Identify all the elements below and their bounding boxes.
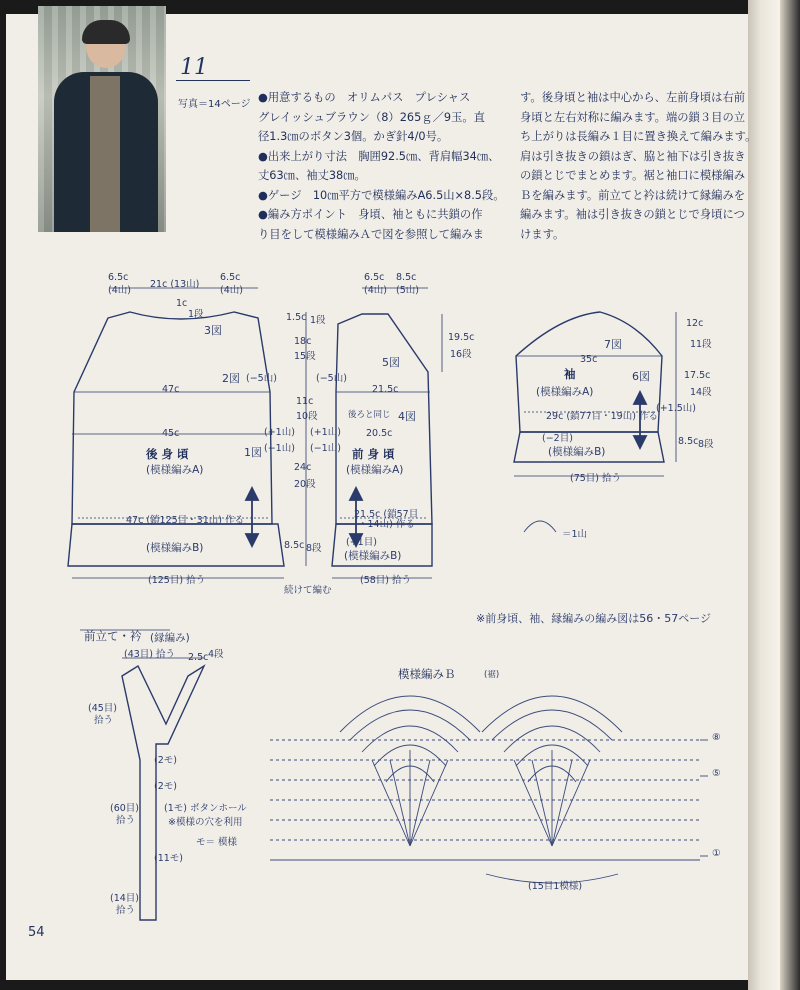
instructions-col2: す。後身頃と袖は中心から、左前身頃は右前 身頃と左右対称に編みます。端の鎖３目の立 ち上がりは長編み１目に置き換えて編みます。 肩は引き抜きの鎖はぎ、脇と袖下は引き抜き の鎖とじでまとめます。裾と袖口に模様編み Ｂを編みます。前立てと衿は続けて縁編みを 編みます。袖は引き抜きの鎖とじで身頃につ けます。	[520, 91, 757, 241]
back-pattern: (模様編みA)	[146, 464, 204, 476]
crochet-chart-b	[270, 521, 708, 883]
back-w45: 45c	[162, 428, 180, 439]
front-inc-hem: (+1目)	[346, 537, 377, 548]
back-title: 後 身 頃	[146, 447, 189, 461]
front-pattern: (模様編みA)	[346, 464, 404, 476]
front-top-left: 6.5c	[364, 272, 385, 283]
back-neck-rows: 1段	[188, 309, 204, 320]
band-top-pick: (43目) 拾う	[124, 649, 176, 660]
front-hem-note-1: 21.5c (鎖57目	[354, 509, 419, 520]
front-top-right: 8.5c	[396, 272, 417, 283]
front-w215: 21.5c	[372, 384, 399, 395]
dim-c: 11c	[296, 396, 314, 407]
front-inc1: (+1山)	[310, 427, 341, 438]
sleeve-r1: 12c	[686, 318, 704, 329]
dim-continue: 続けて編む	[284, 585, 332, 596]
front-dec1: (−1山)	[310, 443, 341, 454]
front-right-rows: 16段	[450, 349, 472, 360]
back-body-outline	[72, 312, 272, 524]
back-fig2: 2図	[222, 372, 240, 385]
band-p14: (14目)	[110, 893, 140, 904]
front-right-len: 19.5c	[448, 332, 475, 343]
back-fig3: 3図	[204, 324, 222, 337]
band-title-sub: (縁編み)	[150, 632, 190, 644]
back-pickup: (125目) 拾う	[148, 575, 206, 586]
dim-c-rows: 10段	[296, 411, 318, 422]
chart-b-title: 模様編みＢ	[398, 667, 456, 681]
band-p60b: 拾う	[116, 815, 136, 826]
dim-e-rows: 8段	[306, 543, 322, 554]
front-title: 前 身 頃	[352, 447, 395, 461]
sleeve-r2-rows: 14段	[690, 387, 712, 398]
sleeve-fig7: 7図	[604, 338, 622, 351]
back-inc1: (+1山)	[264, 427, 295, 438]
back-top-right: 6.5c	[220, 272, 241, 283]
band-legend: モ＝ 模様	[196, 837, 238, 848]
sleeve-r3: 8.5c	[678, 436, 699, 447]
dim-a-rows: 1段	[310, 315, 326, 326]
sleeve-dec: (−2目)	[542, 433, 573, 444]
back-top-left-sub: (4山)	[108, 285, 131, 296]
back-hem-note: 47c (鎖125目・31山) 作る	[126, 515, 244, 526]
back-top-center: 21c (13山)	[150, 279, 200, 290]
band-top-right: 2.5c	[188, 652, 209, 663]
back-neck: 1c	[176, 298, 188, 309]
mountain-legend: ＝1山	[562, 529, 588, 540]
band-title: 前立て・衿	[84, 629, 142, 643]
front-hem-note-2: ・14山) 作る	[358, 519, 415, 530]
front-hem-pattern: (模様編みB)	[344, 550, 402, 562]
sleeve-pattern: (模様編みA)	[536, 386, 594, 398]
chart-b-row1: ①	[712, 848, 721, 859]
dim-a: 1.5c	[286, 312, 307, 323]
sleeve-fig6: 6図	[632, 370, 650, 383]
dim-d: 24c	[294, 462, 312, 473]
front-same-as-back: 後ろと同じ	[348, 410, 391, 420]
page-number: 54	[28, 925, 45, 940]
front-pickup: (58目) 拾う	[360, 575, 412, 586]
sleeve-inc: (+1.5山)	[656, 403, 696, 414]
band-m11: (11モ)	[154, 853, 184, 864]
dim-d-rows: 20段	[294, 479, 316, 490]
back-fig1: 1図	[244, 446, 262, 459]
sleeve-hem-pattern: (模様編みB)	[548, 446, 606, 458]
front-dec-left: (−5山)	[316, 373, 347, 384]
front-top-left-sub: (4山)	[364, 285, 387, 296]
chart-b-row8: ⑧	[712, 732, 721, 743]
sleeve-title: 袖	[564, 367, 576, 381]
band-buttonhole: (1モ) ボタンホール	[164, 803, 247, 814]
band-p60: (60目)	[110, 803, 140, 814]
sleeve-r3-rows: 8段	[698, 439, 714, 450]
band-m2b: (2モ)	[154, 781, 177, 792]
back-dec1: (−1山)	[264, 443, 295, 454]
front-w205: 20.5c	[366, 428, 393, 439]
sleeve-pickup: (75目) 拾う	[570, 473, 622, 484]
dim-b-rows: 15段	[294, 351, 316, 362]
band-left-pick2: 拾う	[94, 715, 114, 726]
band-top-right-rows: 4段	[208, 649, 224, 660]
band-buttonhole2: ※模様の穴を利用	[168, 817, 243, 828]
band-p14b: 拾う	[116, 905, 136, 916]
band-left-pick: (45目)	[88, 703, 118, 714]
back-hem-pattern: (模様編みB)	[146, 542, 204, 554]
front-fig4: 4図	[398, 410, 416, 423]
chart-b-row5: ⑤	[712, 768, 721, 779]
chart-b-title-sub: (裾)	[484, 670, 500, 680]
front-band-outline	[122, 666, 204, 920]
sleeve-cast: 29c (鎖77目・19山) 作る	[546, 411, 658, 422]
chart-b-repeat: (15目1模様)	[528, 881, 583, 892]
dim-e: 8.5c	[284, 540, 305, 551]
front-fig5: 5図	[382, 356, 400, 369]
back-top-right-sub: (4山)	[220, 285, 243, 296]
back-w47: 47c	[162, 384, 180, 395]
pattern-number: 11	[180, 55, 208, 80]
sleeve-w35: 35c	[580, 354, 598, 365]
back-top-left: 6.5c	[108, 272, 129, 283]
mountain-symbol	[524, 521, 556, 532]
front-top-right-sub: (5山)	[396, 285, 419, 296]
band-m2a: (2モ)	[154, 755, 177, 766]
instructions-col1: ●用意するもの オリムパス プレシャス グレイッシュブラウン（8）265ｇ／9玉。直 径1.3㎝のボタン3個。かぎ針4/0号。 ●出来上がり寸法 胸囲92.5㎝、背肩幅34㎝、 丈63㎝、袖丈38㎝。 ●ゲージ 10㎝平方で模様編みA6.5山×8.5段。 ●編み方ポイント 身頃、袖ともに共鎖の作 り目をして模様編みＡで図を参照して編みま	[258, 91, 505, 241]
note-reference: ※前身頃、袖、縁編みの編み図は56・57ページ	[476, 612, 711, 625]
photo-reference: 写真＝14ページ	[178, 99, 251, 110]
back-dec-right: (−5山)	[246, 373, 277, 384]
dim-b: 18c	[294, 336, 312, 347]
sleeve-r1-rows: 11段	[690, 339, 712, 350]
sleeve-r2: 17.5c	[684, 370, 711, 381]
